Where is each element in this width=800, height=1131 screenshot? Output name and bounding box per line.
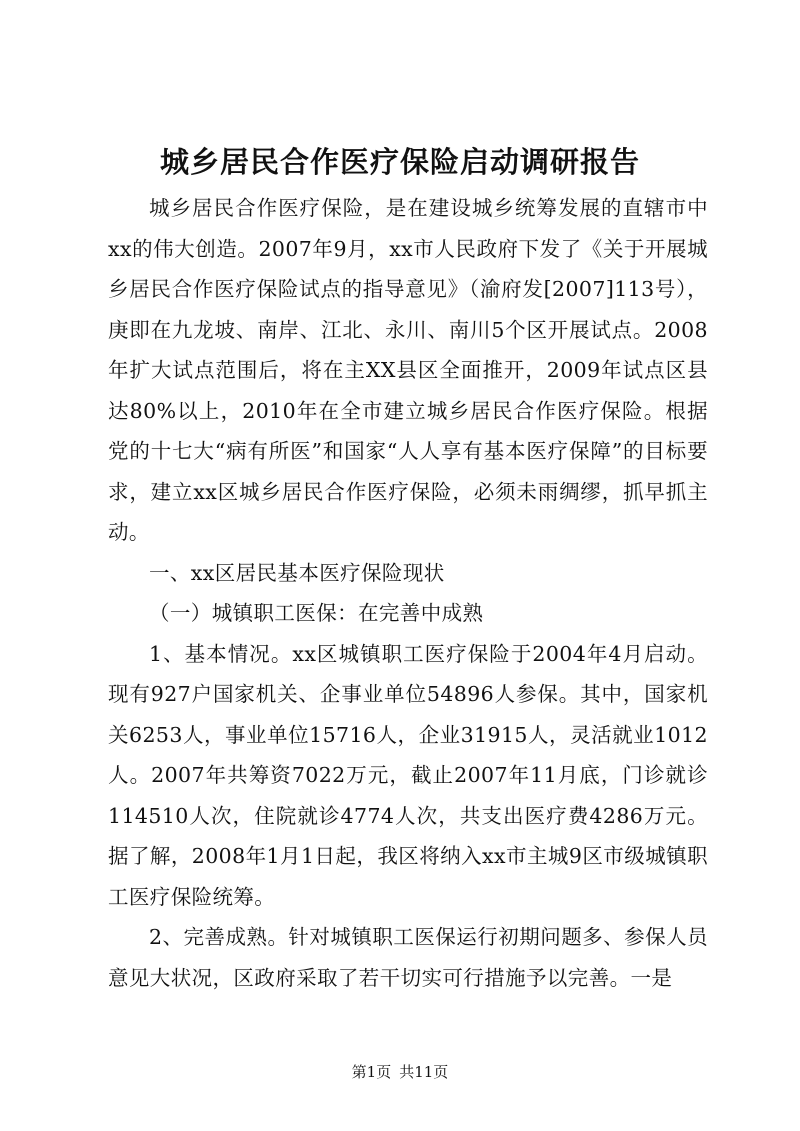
page-number: 第1页 <box>351 1063 392 1081</box>
paragraph-intro: 城乡居民合作医疗保险，是在建设城乡统筹发展的直辖市中xx的伟大创造。2007年9月，xx市人民政府下发了《关于开展城乡居民合作医疗保险试点的指导意见》（渝府发[2007]113号），庚即在九龙坡、南岸、江北、永川、南川5个区开展试点。2008年扩大试点范围后，将在主XX县区全面推开，2009年试点区县达80%以上，2010年在全市建立城乡居民合作医疗保险。根据党的十七大“病有所医”和国家“人人享有基本医疗保障”的目标要求，建立xx区城乡居民合作医疗保险，必须未雨绸缪，抓早抓主动。 <box>108 196 708 544</box>
section-heading: 一、xx区居民基本医疗保险现状 <box>149 560 445 585</box>
document-body <box>108 188 708 998</box>
page-footer <box>0 1062 800 1082</box>
subsection-heading: （一）城镇职工医保：在完善中成熟 <box>149 601 484 625</box>
page-total: 共11页 <box>399 1063 449 1081</box>
paragraph-basic-situation: 1、基本情况。xx区城镇职工医疗保险于2004年4月启动。现有927户国家机关、企事业单位54896人参保。其中，国家机关6253人，事业单位15716人，企业31915人，灵活就业1012人。2007年共筹资7022万元，截止2007年11月底，门诊就诊114510人次，住院就诊4774人次，共支出医疗费4286万元。据了解，2008年1月1日起，我区将纳入xx市主城9区市级城镇职工医疗保险统筹。 <box>108 641 708 909</box>
document-title: 城乡居民合作医疗保险启动调研报告 <box>159 145 640 179</box>
paragraph-improvement: 2、完善成熟。针对城镇职工医保运行初期问题多、参保人员意见大状况，区政府采取了若干切实可行措施予以完善。一是 <box>108 925 708 990</box>
